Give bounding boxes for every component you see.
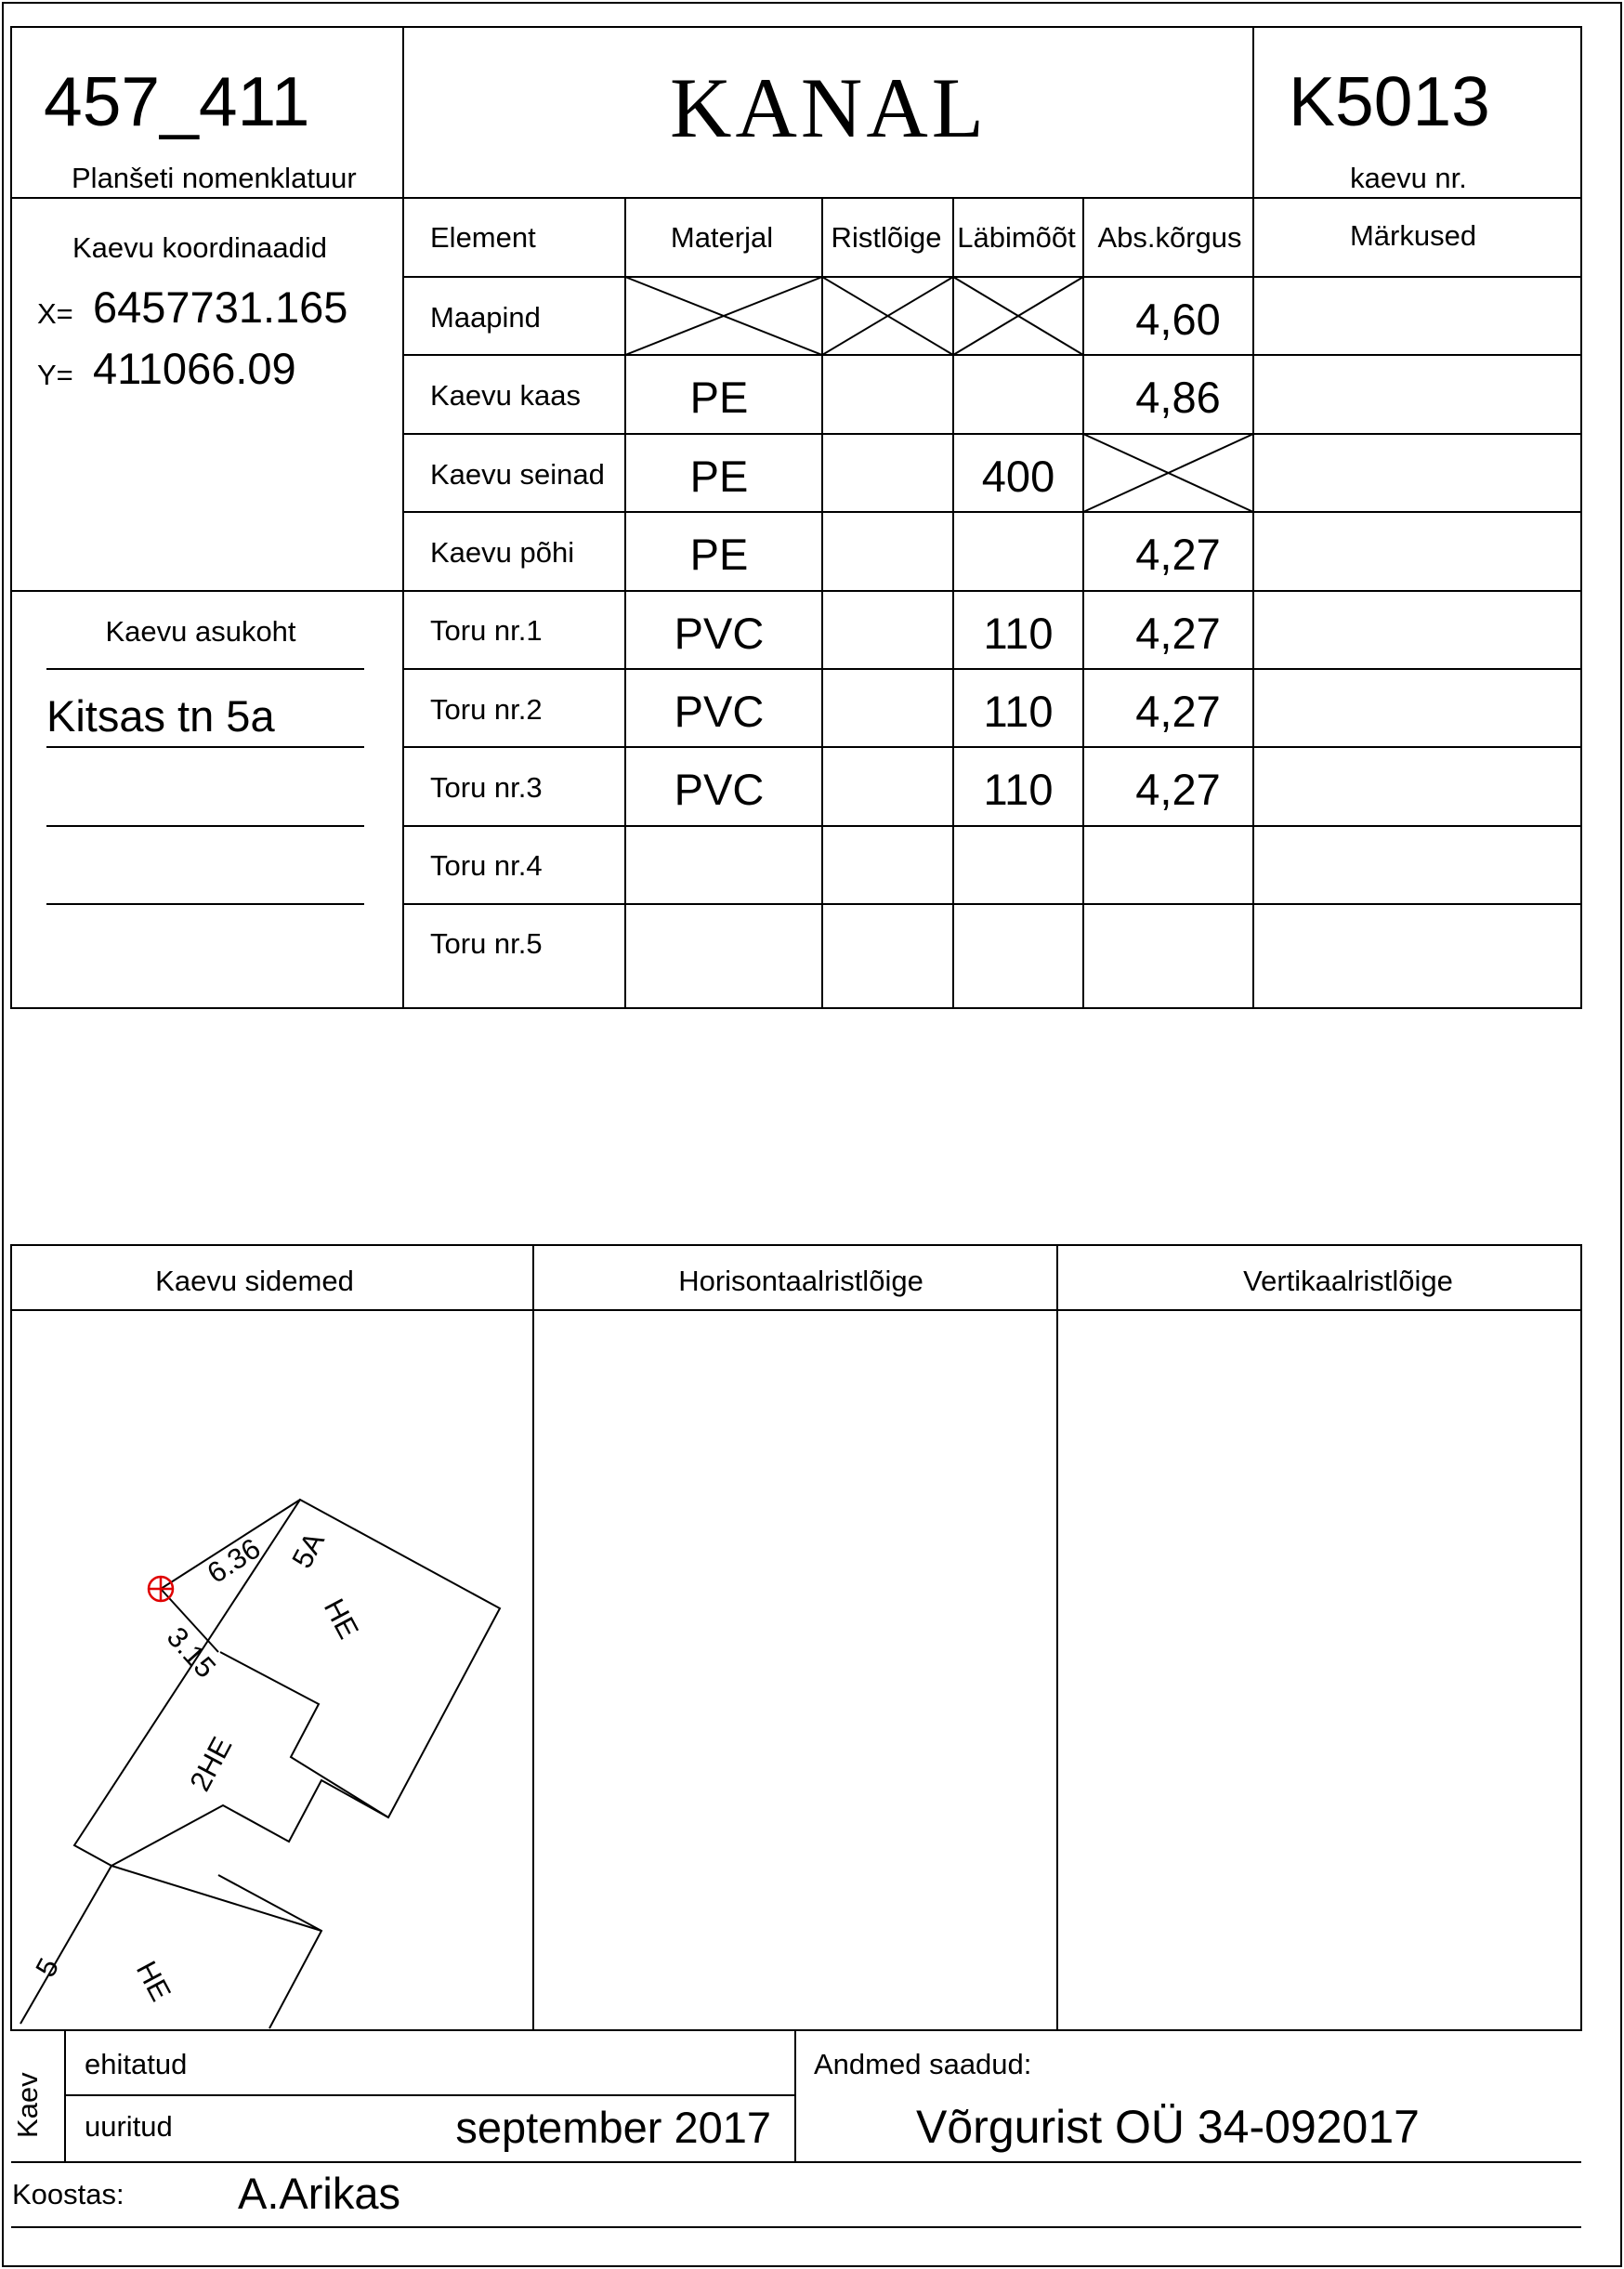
built-label: ehitatud <box>85 2048 188 2080</box>
header-material: Materjal <box>670 221 774 254</box>
sheet-number: 457_411 <box>44 62 310 140</box>
row-element: Toru nr.2 <box>430 693 543 726</box>
row-material: PVC <box>674 609 765 658</box>
sheet-number-label: Planšeti nomenklatuur <box>72 162 357 194</box>
surveyed-label: uuritud <box>85 2110 173 2143</box>
row-diameter: 400 <box>981 452 1055 501</box>
well-number-label: kaevu nr. <box>1350 162 1467 194</box>
y-prefix: Y= <box>37 359 73 391</box>
building-label-2he: 2HE <box>183 1731 239 1797</box>
section-links-title: Kaevu sidemed <box>155 1265 354 1297</box>
row-element: Kaevu seinad <box>430 458 605 491</box>
row-material: PVC <box>674 687 765 736</box>
row-abs-height: 4,86 <box>1135 373 1221 422</box>
row-abs-height: 4,27 <box>1135 687 1221 736</box>
location-line-1: Kitsas tn 5a <box>46 691 275 741</box>
row-abs-height: 4,27 <box>1135 530 1221 579</box>
y-coordinate: 411066.09 <box>93 344 296 393</box>
building-label-5a: 5A <box>285 1527 331 1574</box>
row-diameter: 110 <box>983 609 1054 658</box>
location-label: Kaevu asukoht <box>105 615 296 648</box>
row-material: PE <box>689 530 749 579</box>
header-cross-section: Ristlõige <box>831 221 942 254</box>
row-abs-height: 4,60 <box>1135 295 1221 344</box>
surveyed-date: september 2017 <box>455 2103 771 2152</box>
row-abs-height: 4,27 <box>1135 765 1221 814</box>
distance-label-1: 6.36 <box>201 1531 267 1590</box>
building-label-5: 5 <box>29 1952 66 1983</box>
row-material: PVC <box>674 765 765 814</box>
row-material: PE <box>689 452 749 501</box>
row-diameter: 110 <box>983 687 1054 736</box>
building-5-outline-b <box>218 1875 321 2028</box>
well-marker-icon <box>149 1577 173 1601</box>
row-element: Toru nr.1 <box>430 614 543 647</box>
row-diameter: 110 <box>983 765 1054 814</box>
section-horizontal-title: Horisontaalristlõige <box>678 1265 923 1297</box>
x-prefix: X= <box>37 297 73 330</box>
author-name: A.Arikas <box>238 2169 400 2218</box>
row-abs-height: 4,27 <box>1135 609 1221 658</box>
row-material: PE <box>689 373 749 422</box>
row-element: Kaevu kaas <box>430 379 581 412</box>
header-diameter: Läbimõõt <box>957 221 1076 254</box>
building-type-label-3: HE <box>129 1955 177 2007</box>
building-type-label-1: HE <box>317 1593 365 1645</box>
row-element: Kaevu põhi <box>430 536 575 569</box>
well-number: K5013 <box>1289 62 1490 140</box>
building-2he-divider <box>220 1652 388 1817</box>
section-vertical-title: Vertikaalristlõige <box>1243 1265 1453 1297</box>
x-coordinate: 6457731.165 <box>93 282 348 332</box>
row-element: Toru nr.3 <box>430 771 543 804</box>
coordinates-label: Kaevu koordinaadid <box>72 231 328 264</box>
header-element: Element <box>430 221 536 254</box>
document-title: KANAL <box>670 60 988 155</box>
data-source-value: Võrgurist OÜ 34-092017 <box>916 2101 1420 2153</box>
row-element: Toru nr.5 <box>430 927 543 960</box>
data-source-label: Andmed saadud: <box>814 2048 1032 2080</box>
header-abs-height: Abs.kõrgus <box>1097 221 1242 254</box>
side-label: Kaev <box>11 2072 44 2138</box>
building-5-outline-a <box>20 1866 321 2024</box>
author-label: Koostas: <box>12 2178 124 2210</box>
header-remarks: Märkused <box>1349 219 1477 252</box>
distance-label-2: 3.15 <box>160 1620 223 1685</box>
row-element: Toru nr.4 <box>430 849 543 882</box>
row-element: Maapind <box>430 301 541 334</box>
